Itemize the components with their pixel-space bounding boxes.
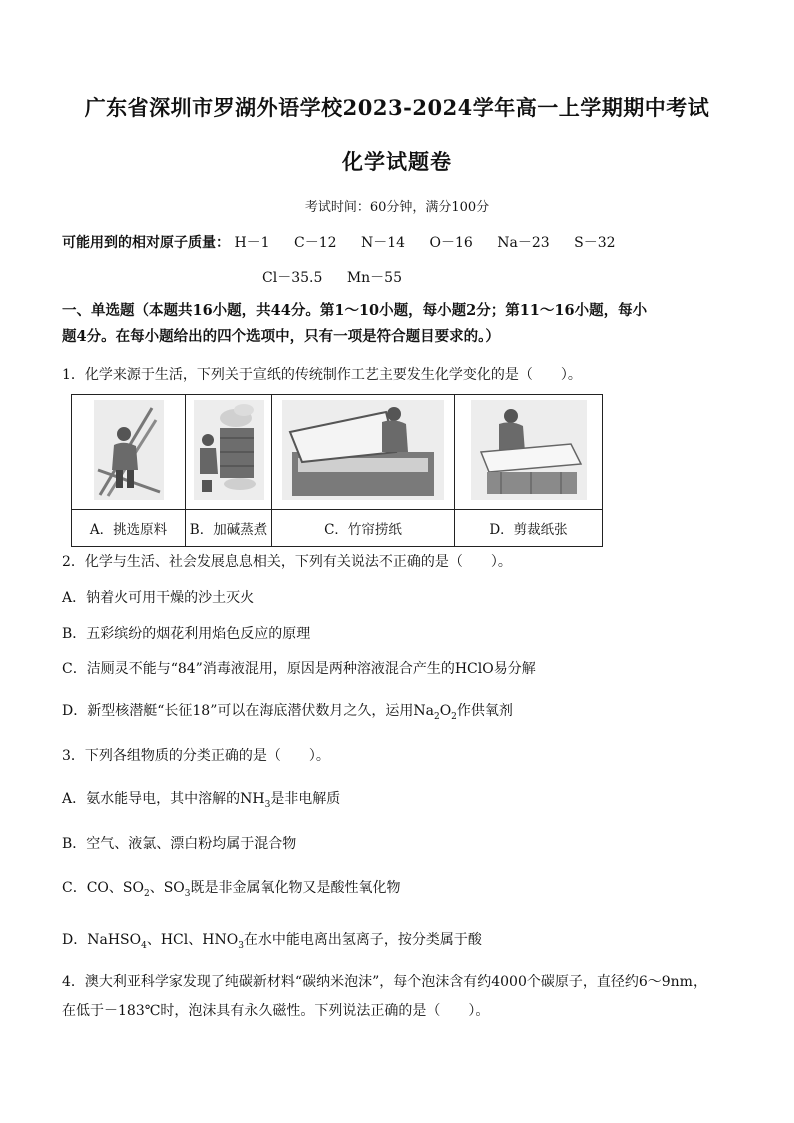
atomic-mass-s: S－32 <box>574 235 616 251</box>
q1-image-c <box>272 395 455 510</box>
atomic-mass-h: H－1 <box>234 235 270 251</box>
q4-stem <box>62 968 734 1026</box>
q1-option-d[interactable]: D．剪裁纸张 <box>455 510 603 547</box>
bamboo-screen-papermaking-illustration <box>282 400 444 500</box>
bamboo-selection-illustration <box>94 400 164 500</box>
atomic-mass-row-2 <box>262 267 422 287</box>
q1-option-a[interactable]: A．挑选原料 <box>72 510 186 547</box>
section-heading-line-2: 题4分。在每小题给出的四个选项中，只有一项是符合题目要求的。） <box>62 328 500 345</box>
q4-stem-line-2: 在低于－183℃时，泡沫具有永久磁性。下列说法正确的是（ ）。 <box>62 1003 490 1019</box>
q2-option-a[interactable]: A．钠着火可用干燥的沙土灭火 <box>62 590 255 606</box>
q1-image-a <box>72 395 186 510</box>
q3-option-a[interactable]: A．氨水能导电，其中溶解的$NH_3$是非电解质 <box>62 791 341 810</box>
q3-option-d[interactable]: D．NaHSO$_4$、HCl、$HNO_3$在水中能电离出氢离子，按分类属于酸 <box>62 932 482 951</box>
atomic-mass-label: 可能用到的相对原子质量： <box>62 235 230 251</box>
section-heading-line-1: 一、单选题（本题共16小题，共44分。第1～10小题，每小题2分；第11～16小题，每小 <box>62 302 648 319</box>
q4-stem-line-1: 4．澳大利亚科学家发现了纯碳新材料“碳纳米泡沫”，每个泡沫含有约4000个碳原子，直径约6～9nm， <box>62 974 707 990</box>
q1-option-c[interactable]: C．竹帘捞纸 <box>272 510 455 547</box>
q1-image-d <box>455 395 603 510</box>
q1-image-b <box>186 395 272 510</box>
q3-stem: 3．下列各组物质的分类正确的是（ ）。 <box>62 748 330 764</box>
atomic-mass-cl: Cl－35.5 <box>262 270 323 286</box>
q3-option-b[interactable]: B．空气、液氯、漂白粉均属于混合物 <box>62 836 297 852</box>
paper-cutting-illustration <box>471 400 587 500</box>
atomic-mass-o: O－16 <box>429 235 473 251</box>
q2-option-c[interactable]: C．洁厕灵不能与“84”消毒液混用，原因是两种溶液混合产生的HClO易分解 <box>62 661 536 677</box>
section-heading <box>62 298 734 350</box>
exam-title: 广东省深圳市罗湖外语学校2023-2024学年高一上学期期中考试 <box>84 95 710 120</box>
exam-time-info: 考试时间：60分钟，满分100分 <box>304 200 490 215</box>
atomic-mass-n: N－14 <box>361 235 406 251</box>
q3-option-c[interactable]: C．CO、$SO_2$、$SO_3$既是非金属氧化物又是酸性氧化物 <box>62 880 401 899</box>
q2-option-d[interactable]: D．新型核潜艇“长征18”可以在海底潜伏数月之久，运用$Na_2O_2$作供氧剂 <box>62 703 513 722</box>
exam-subtitle: 化学试题卷 <box>342 149 452 174</box>
q1-stem: 1．化学来源于生活，下列关于宣纸的传统制作工艺主要发生化学变化的是（ ）。 <box>62 367 582 383</box>
atomic-mass-na: Na－23 <box>497 235 550 251</box>
q1-option-table <box>71 394 603 547</box>
atomic-mass-c: C－12 <box>294 235 337 251</box>
q1-option-b[interactable]: B．加碱蒸煮 <box>186 510 272 547</box>
q2-option-b[interactable]: B．五彩缤纷的烟花利用焰色反应的原理 <box>62 626 311 642</box>
atomic-mass-mn: Mn－55 <box>346 270 402 286</box>
atomic-mass-row-1 <box>62 232 636 252</box>
q2-stem: 2．化学与生活、社会发展息息相关，下列有关说法不正确的是（ ）。 <box>62 554 512 570</box>
alkali-boiling-illustration <box>194 400 264 500</box>
